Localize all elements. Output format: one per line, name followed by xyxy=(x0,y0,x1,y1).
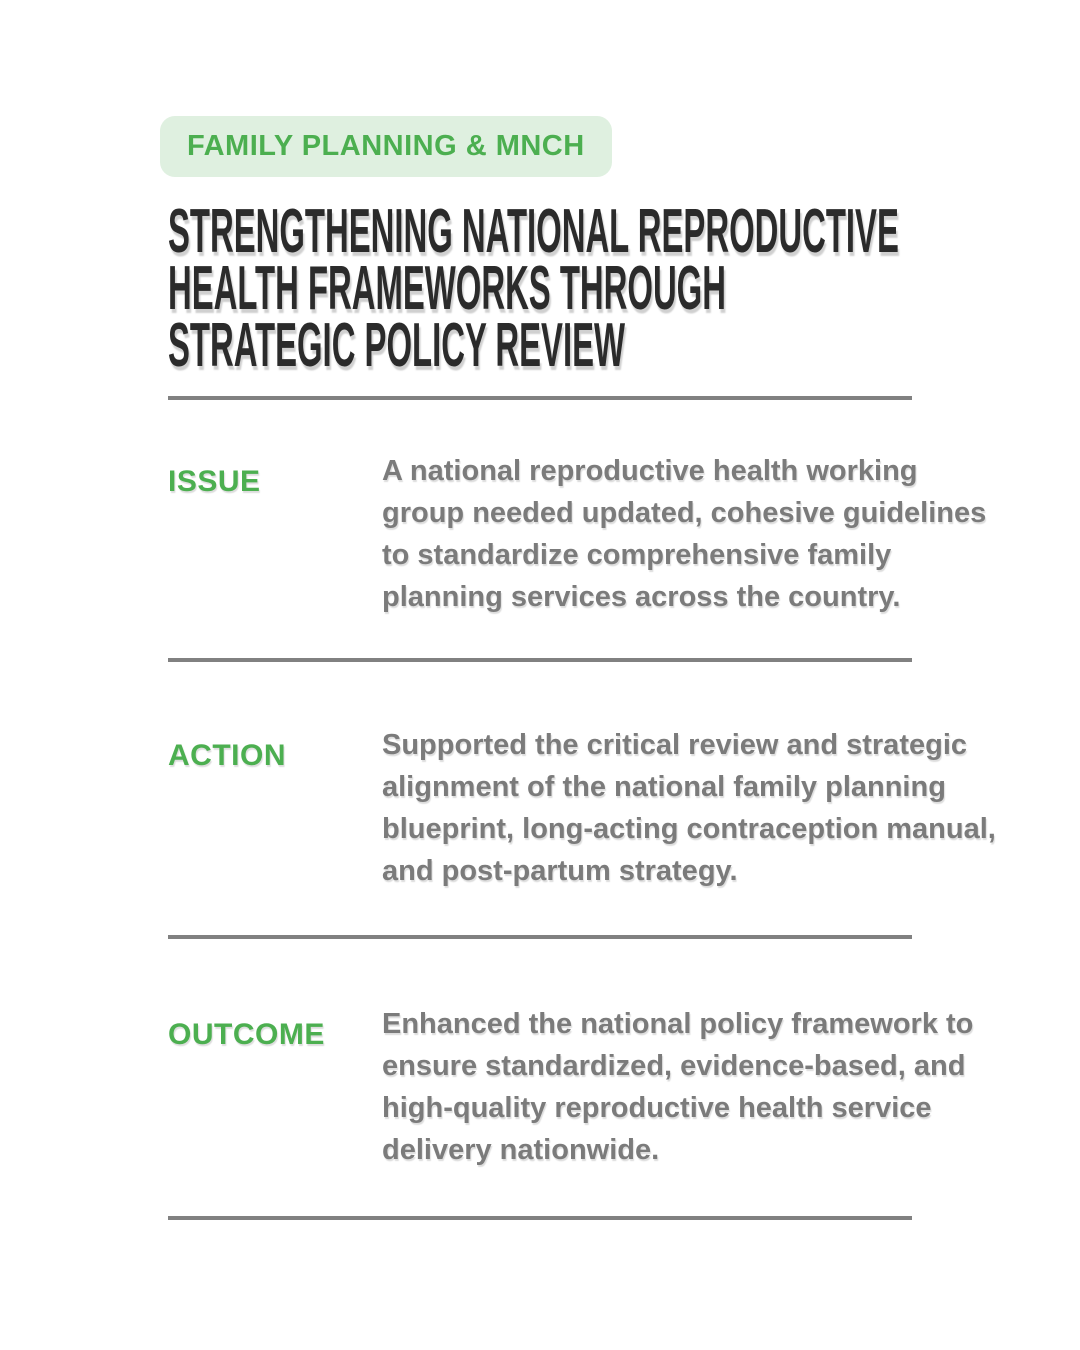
section-action-text: Supported the critical review and strategic alignment of the national family planning blueprint, long-acting contraception manual, and post-partum strategy. xyxy=(382,729,996,887)
section-action xyxy=(168,662,1080,935)
title-line-3: STRATEGIC POLICY REVIEW xyxy=(168,311,626,380)
category-badge-label: FAMILY PLANNING & MNCH xyxy=(187,130,585,162)
divider-bottom xyxy=(168,1216,912,1220)
section-outcome-label: OUTCOME xyxy=(168,1018,325,1051)
section-issue xyxy=(168,400,1080,658)
section-issue-text: A national reproductive health working group needed updated, cohesive guidelines to standardize comprehensive family planning services across the country. xyxy=(382,455,987,613)
section-outcome-text: Enhanced the national policy framework to ensure standardized, evidence-based, and high-quality reproductive health service delivery nationwide. xyxy=(382,1008,974,1166)
section-outcome xyxy=(168,939,1080,1216)
category-badge xyxy=(160,116,612,177)
section-action-label: ACTION xyxy=(168,739,286,772)
section-issue-label: ISSUE xyxy=(168,465,261,498)
page-title xyxy=(168,197,899,380)
title-line-2: HEALTH FRAMEWORKS THROUGH xyxy=(168,254,726,323)
title-line-1: STRENGTHENING NATIONAL REPRODUCTIVE xyxy=(168,197,899,266)
